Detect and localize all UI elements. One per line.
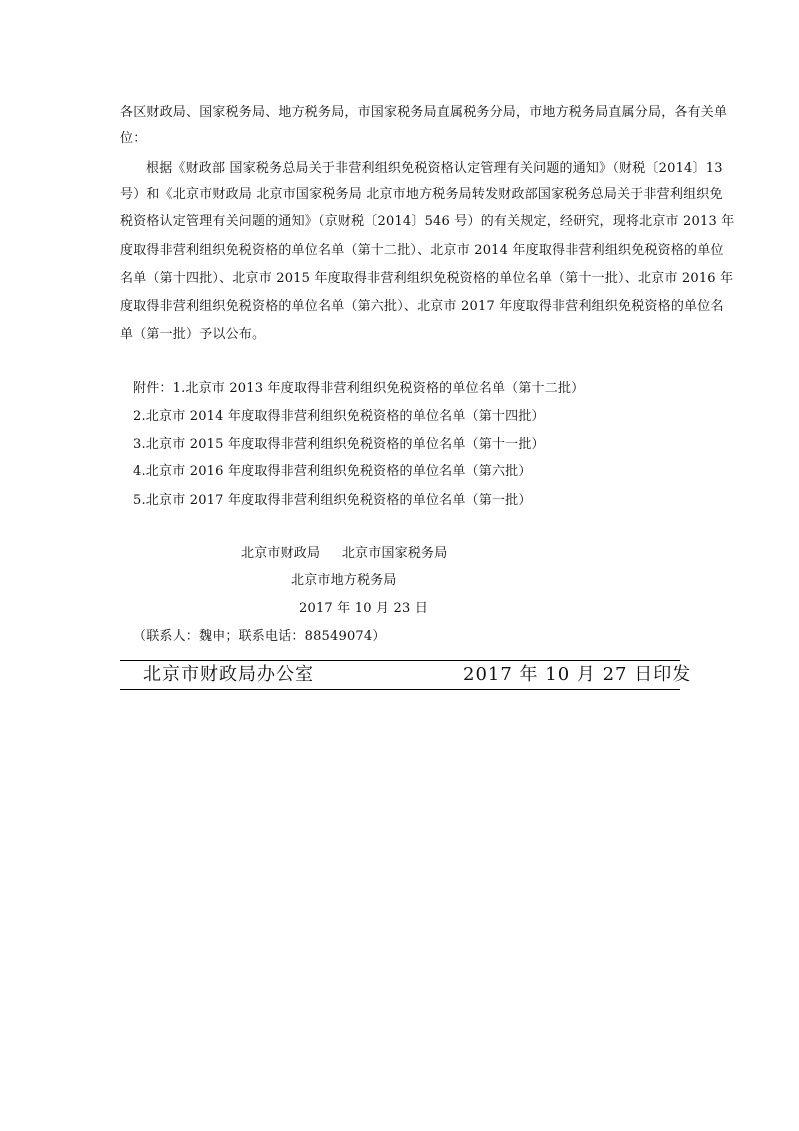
- body-paragraph-line: 名单（第十四批）、北京市 2015 年度取得非营利组织免税资格的单位名单（第十一批）、北京市 2016 年: [120, 271, 734, 286]
- signature-issuers-line-1: 北京市财政局 北京市国家税务局: [241, 546, 448, 561]
- signature-issuers-line-2: 北京市地方税务局: [291, 573, 397, 588]
- attachment-item-3: 3.北京市 2015 年度取得非营利组织免税资格的单位名单（第十一批）: [133, 437, 545, 452]
- footer-bottom-rule: [120, 689, 680, 690]
- addressee-line-1: 各区财政局、国家税务局、地方税务局，市国家税务局直属税务分局，市地方税务局直属分局，各有关单: [120, 105, 728, 120]
- body-paragraph-line: 根据《财政部 国家税务总局关于非营利组织免税资格认定管理有关问题的通知》（财税〔2014〕13: [146, 161, 723, 176]
- footer-top-rule: [120, 660, 680, 661]
- body-paragraph-line: 税资格认定管理有关问题的通知》（京财税〔2014〕546 号）的有关规定，经研究，现将北京市 2013 年: [120, 214, 735, 229]
- attachment-item-5: 5.北京市 2017 年度取得非营利组织免税资格的单位名单（第一批）: [133, 493, 532, 508]
- signature-date: 2017 年 10 月 23 日: [299, 601, 429, 616]
- footer-print-date: 2017 年 10 月 27 日印发: [463, 664, 692, 685]
- footer-office-name: 北京市财政局办公室: [143, 664, 314, 685]
- body-paragraph-line: 度取得非营利组织免税资格的单位名单（第六批）、北京市 2017 年度取得非营利组织免税资格的单位名: [120, 299, 724, 314]
- body-paragraph-line: 度取得非营利组织免税资格的单位名单（第十二批）、北京市 2014 年度取得非营利组织免税资格的单位: [120, 243, 724, 258]
- attachment-item-1: 附件：1.北京市 2013 年度取得非营利组织免税资格的单位名单（第十二批）: [133, 381, 585, 396]
- body-paragraph-line: 号）和《北京市财政局 北京市国家税务局 北京市地方税务局转发财政部国家税务总局关于非营利组织免: [120, 187, 723, 202]
- attachment-item-2: 2.北京市 2014 年度取得非营利组织免税资格的单位名单（第十四批）: [133, 409, 545, 424]
- contact-info: （联系人：魏申；联系电话：88549074）: [133, 629, 386, 644]
- addressee-line-2: 位：: [120, 131, 147, 146]
- body-paragraph-line: 单（第一批）予以公布。: [120, 327, 266, 342]
- attachment-item-4: 4.北京市 2016 年度取得非营利组织免税资格的单位名单（第六批）: [133, 464, 532, 479]
